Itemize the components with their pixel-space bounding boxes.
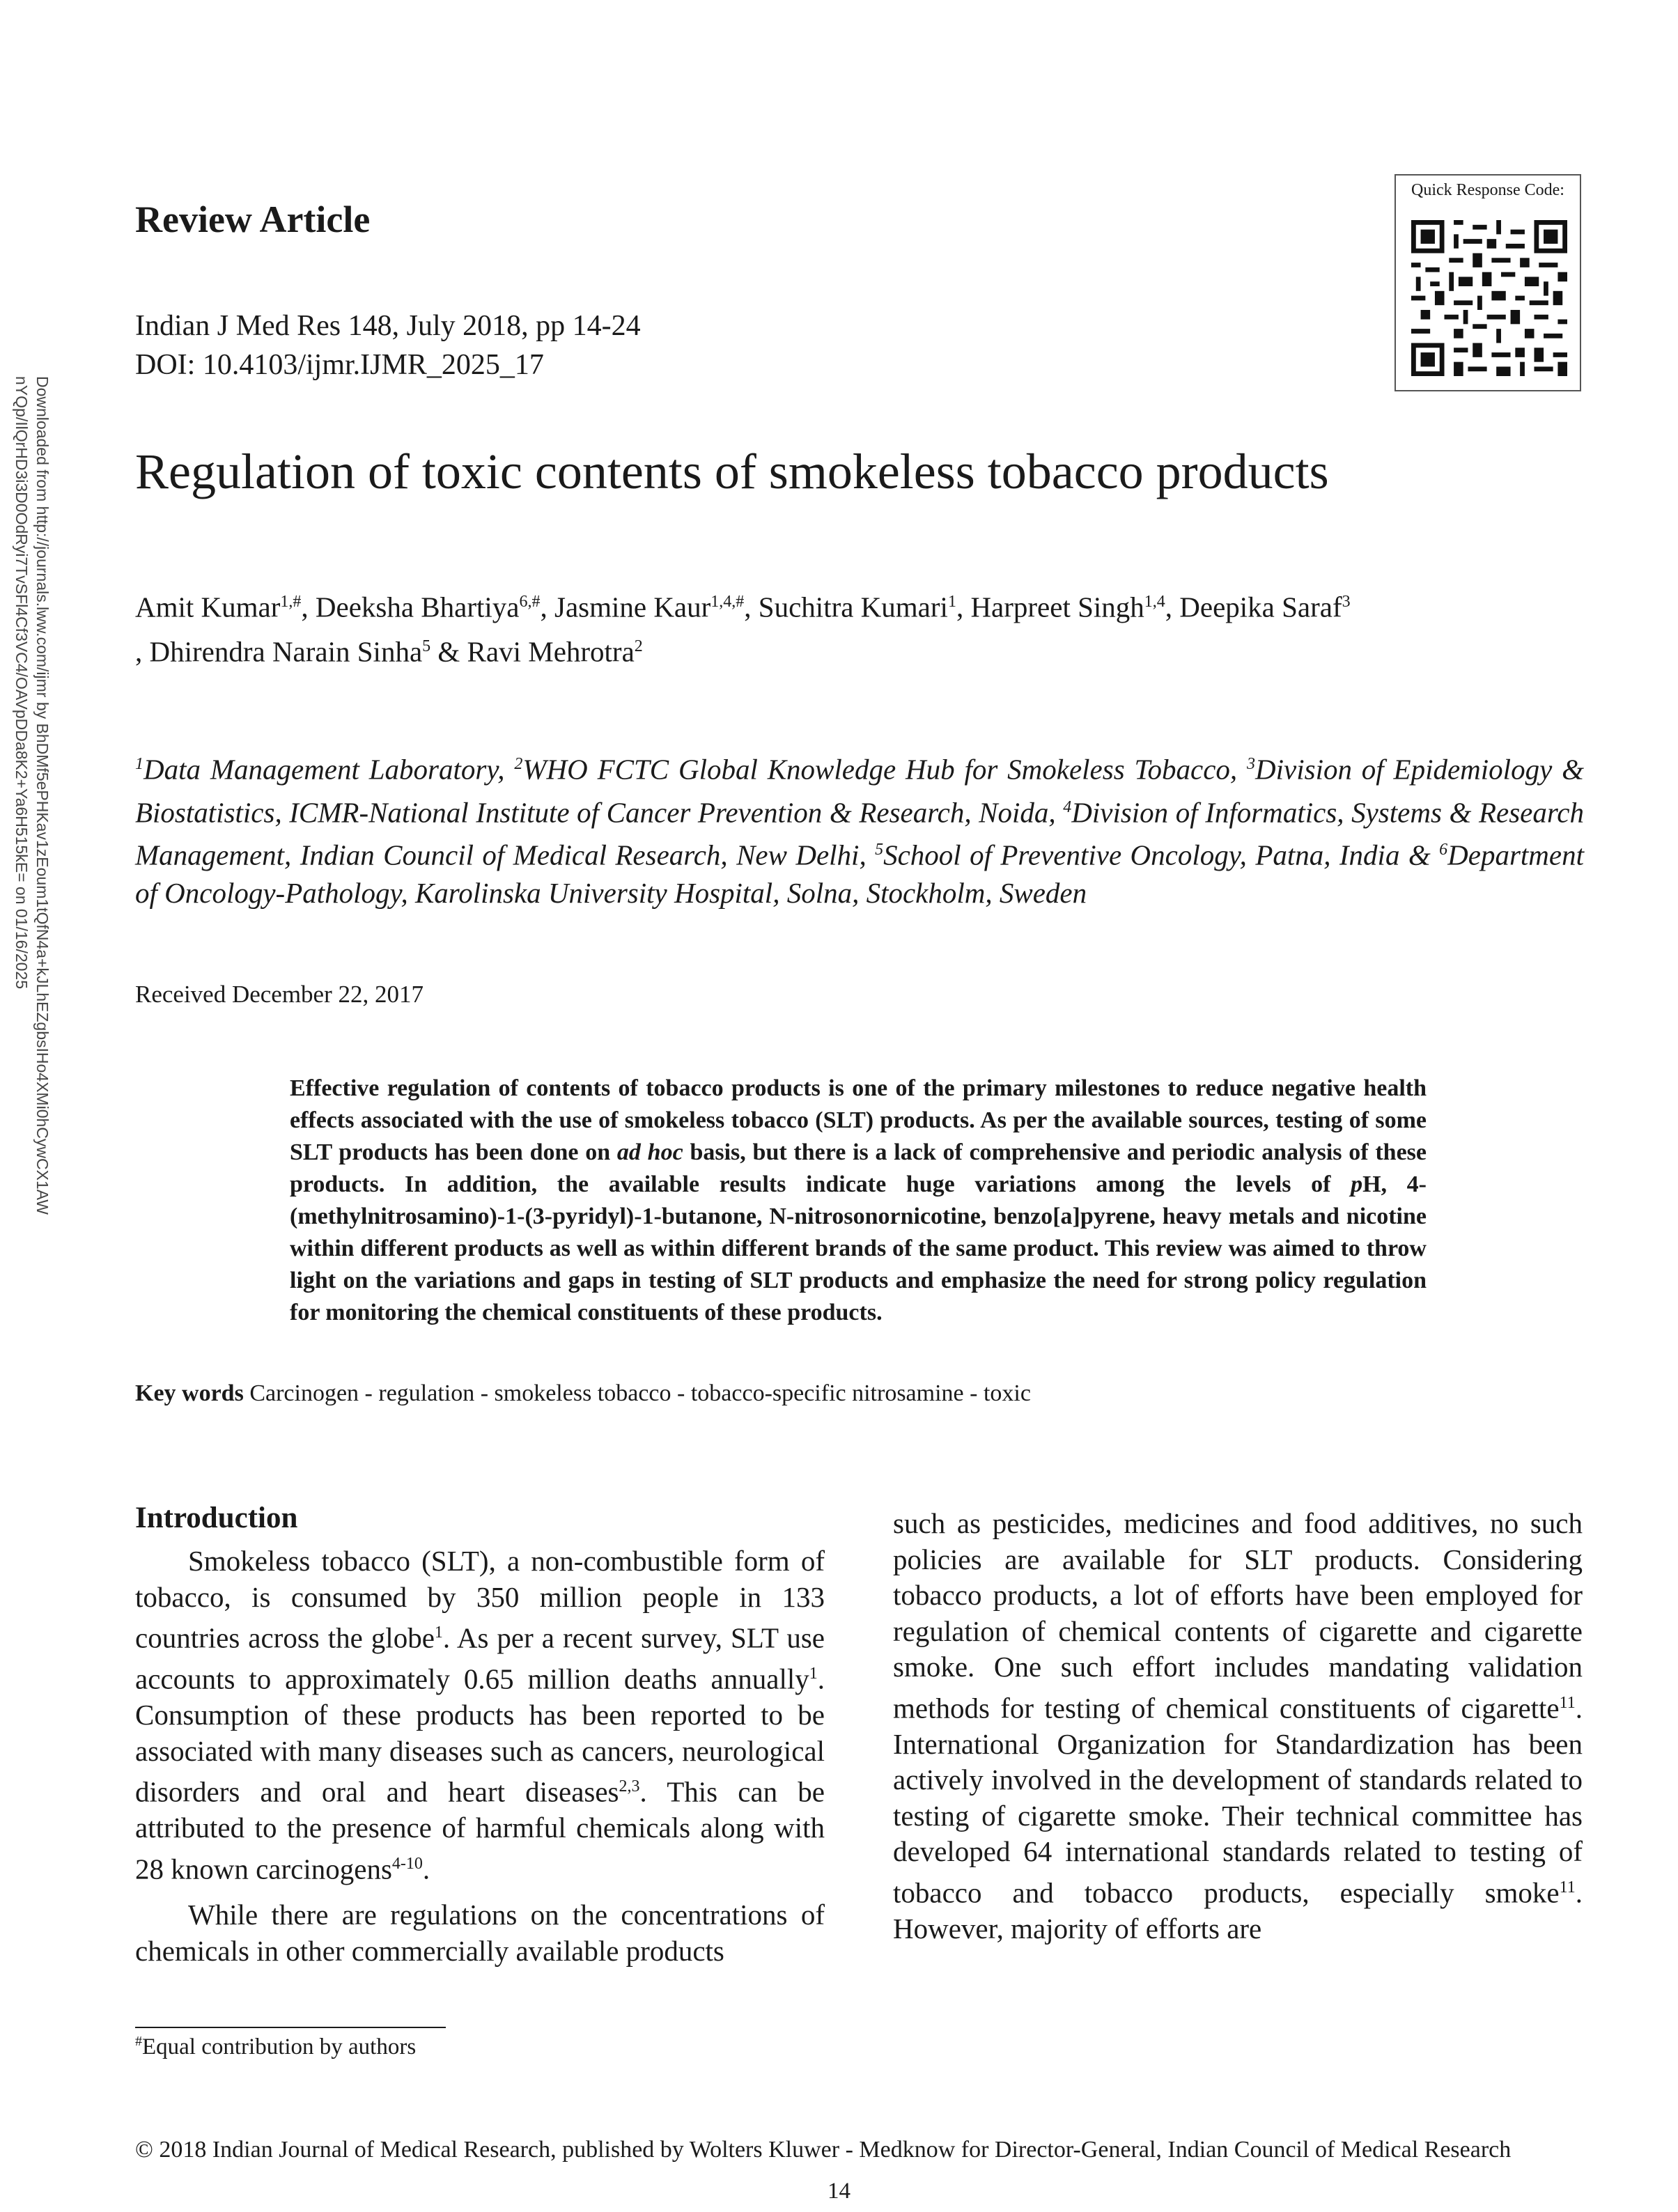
author-affiliation-ref: 6,# [519, 593, 541, 611]
affiliation-text: Division of Informatics, Systems & Research Management, Indian Council of Medical Research, New Delhi, [135, 796, 1584, 871]
affiliation-text: School of Preventive Oncology, Patna, India & [883, 839, 1440, 871]
abstract-text: H, 4-(methylnitrosamino)-1-(3-pyridyl)-1-butanone, N-nitrosonornicotine, benzo[a]pyrene, heavy metals and nicotine within different products as well as within different brands of the same product. This review was aimed to throw light on the variations and gaps in testing of SLT products and emphasize the need for strong policy regulation for monitoring the chemical constituents of these products. [290, 1171, 1427, 1325]
author-affiliation-ref: 1 [947, 593, 956, 611]
body-text: . International Organization for Standardization has been actively involved in the development of standards related to testing of cigarette smoke. Their technical committee has developed 64 international standards related to testing of tobacco and tobacco products, especially smoke [893, 1692, 1583, 1909]
authors [135, 582, 1584, 671]
copyright-notice: © 2018 Indian Journal of Medical Research, published by Wolters Kluwer - Medknow for Director-General, Indian Council of Medical Research [135, 2137, 1512, 2163]
citation-ref[interactable]: 1 [809, 1665, 818, 1683]
author-name: , Deepika Saraf [1165, 591, 1342, 623]
author-affiliation-ref: 2 [634, 637, 643, 655]
body-paragraph [135, 1543, 825, 1887]
author-affiliation-ref: 1,4,# [710, 593, 745, 611]
qr-label: Quick Response Code: [1411, 181, 1564, 199]
keywords-text: Carcinogen - regulation - smokeless tobacco - tobacco-specific nitrosamine - toxic [243, 1380, 1031, 1406]
qr-code-icon[interactable] [1411, 220, 1567, 376]
affiliation-number: 4 [1063, 797, 1072, 816]
footnote-marker: # [135, 2034, 142, 2049]
body-paragraph [893, 1506, 1583, 1947]
body-column-left [135, 1497, 825, 1969]
citation-ref[interactable]: 11 [1559, 1878, 1576, 1896]
author-affiliation-ref: 1,# [280, 593, 302, 611]
affiliations [135, 745, 1584, 912]
article-type: Review Article [135, 198, 371, 240]
download-watermark [11, 376, 53, 1215]
abstract-emphasis: ad hoc [616, 1139, 683, 1165]
footnote-divider [135, 2027, 446, 2028]
author-name: , Deeksha Bhartiya [301, 591, 520, 623]
author-name: Amit Kumar [135, 591, 281, 623]
author-affiliation-ref: 3 [1342, 593, 1351, 611]
author-affiliation-ref: 5 [422, 637, 431, 655]
article-title: Regulation of toxic contents of smokeless tobacco products [135, 444, 1329, 499]
citation-ref[interactable]: 2,3 [619, 1777, 640, 1796]
citation-line-1: Indian J Med Res 148, July 2018, pp 14-24 [135, 310, 641, 342]
abstract [290, 1073, 1427, 1329]
affiliation-text: Data Management Laboratory, [143, 753, 515, 786]
affiliation-text: Division of Epidemiology & Biostatistics, ICMR-National Institute of Cancer Prevention & Research, Noida, [135, 753, 1584, 829]
watermark-line-1: Downloaded from http://journals.lww.com/ijmr by BhDMf5ePHKav1zEoum1tQfN4a+kJLhEZgbsIHo4XMi0hCywCX1AW [33, 376, 52, 1215]
body-text: . However, majority of efforts are [893, 1876, 1583, 1945]
body-text: Smokeless tobacco (SLT), a non-combustible form of tobacco, is consumed by 350 million people in 133 countries across the globe [135, 1545, 825, 1654]
affiliation-text: WHO FCTC Global Knowledge Hub for Smokeless Tobacco, [522, 753, 1248, 786]
citation-ref[interactable]: 1 [434, 1623, 443, 1642]
author-name: , Suchitra Kumari [744, 591, 948, 623]
section-heading-introduction: Introduction [135, 1502, 298, 1534]
abstract-emphasis: p [1351, 1171, 1363, 1197]
affiliation-text: Department of Oncology-Pathology, Karolinska University Hospital, Solna, Stockholm, Sweden [135, 839, 1585, 909]
author-name: , Jasmine Kaur [540, 591, 711, 623]
author-name: & Ravi Mehrotra [430, 635, 635, 668]
keywords-label: Key words [135, 1380, 244, 1406]
footnote [135, 2034, 416, 2060]
body-text: While there are regulations on the concentrations of chemicals in other commercially available products [135, 1899, 825, 1967]
affiliation-number: 1 [135, 755, 143, 773]
affiliation-number: 6 [1439, 841, 1448, 859]
doi-link[interactable]: DOI: 10.4103/ijmr.IJMR_2025_17 [135, 349, 544, 381]
author-affiliation-ref: 1,4 [1144, 593, 1165, 611]
body-text: . Consumption of these products has been reported to be associated with many diseases such as cancers, neurological disorders and oral and heart diseases [135, 1662, 825, 1808]
body-text: such as pesticides, medicines and food additives, no such policies are available for SLT products. Considering tobacco products, a lot of efforts have been employed for regulation of chemical contents of cigarette and cigarette smoke. One such effort includes mandating validation methods for testing of chemical constituents of cigarette [893, 1507, 1583, 1724]
qr-code-box [1395, 174, 1581, 391]
body-text: . This can be attributed to the presence of harmful chemicals along with 28 known carcinogens [135, 1775, 825, 1885]
body-column-right [893, 1506, 1583, 1947]
keywords [135, 1380, 1031, 1407]
body-text: . [422, 1853, 430, 1885]
watermark-line-2: nYQp/IlQrHD3i3D0OdRyi7TvSFl4Cf3VC4/OAVpDDa8K2+Ya6H515kE= on 01/16/2025 [13, 376, 31, 989]
affiliation-number: 2 [514, 755, 523, 773]
affiliation-number: 3 [1247, 755, 1256, 773]
abstract-text: basis, but there is a lack of comprehensive and periodic analysis of these products. In addition, the available results indicate huge variations among the levels of [290, 1139, 1427, 1197]
citation-ref[interactable]: 4-10 [391, 1854, 423, 1873]
author-name: , Dhirendra Narain Sinha [135, 635, 423, 668]
footnote-text: Equal contribution by authors [142, 2034, 417, 2059]
page-number: 14 [828, 2179, 850, 2204]
body-paragraph [135, 1897, 825, 1969]
affiliation-number: 5 [875, 841, 884, 859]
author-name: , Harpreet Singh [956, 591, 1144, 623]
abstract-text: Effective regulation of contents of tobacco products is one of the primary milestones to reduce negative health effects associated with the use of smokeless tobacco (SLT) products. As per the available sources, testing of some SLT products has been done on [290, 1075, 1427, 1165]
received-date: Received December 22, 2017 [135, 981, 424, 1008]
citation-ref[interactable]: 11 [1559, 1693, 1576, 1712]
citation [135, 306, 641, 384]
body-text: . As per a recent survey, SLT use accounts to approximately 0.65 million deaths annually [135, 1621, 825, 1695]
